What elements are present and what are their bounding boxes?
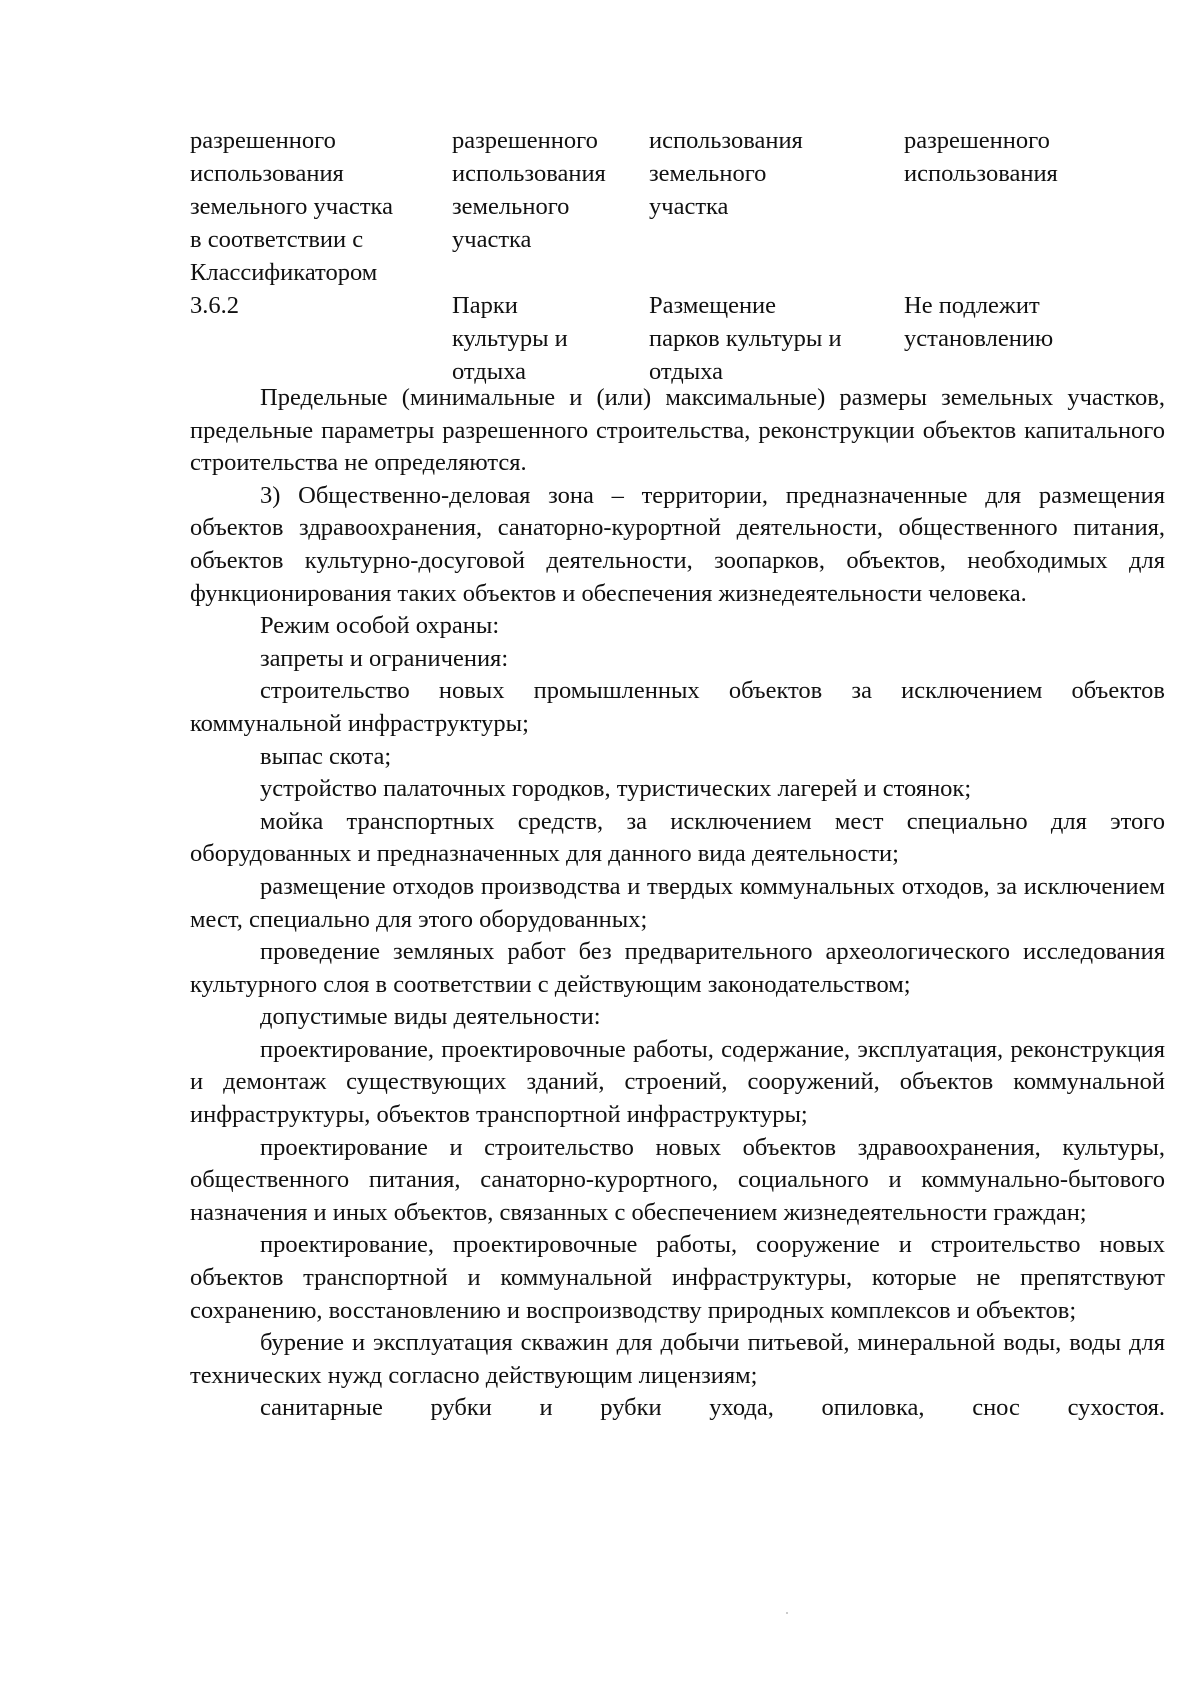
list-item: санитарные рубки и рубки ухода, опиловка, снос сухостоя. (260, 1394, 1165, 1422)
table-header-row (190, 124, 1170, 289)
table-row (190, 289, 1170, 388)
land-use-description-cell: Размещение парков культуры и отдыха (649, 292, 842, 385)
document-body (190, 382, 1165, 1425)
list-item: устройство палаточных городков, туристических лагерей и стоянок; (260, 775, 972, 803)
list-item: бурение и эксплуатация скважин для добычи питьевой, минеральной воды, воды для технических нужд согласно действующим лицензиям; (190, 1329, 1165, 1389)
list-item: размещение отходов производства и твердых коммунальных отходов, за исключением мест, специально для этого оборудованных; (190, 872, 1165, 933)
list-item: проектирование, проектировочные работы, содержание, эксплуатация, реконструкция и демонтаж существующих зданий, строений, сооружений, объектов коммунальной инфраструктуры, объектов транспортной инфраструктуры; (190, 1035, 1165, 1129)
paragraph-protection-regime: Режим особой охраны: (260, 612, 500, 640)
paragraph-prohibitions-heading: запреты и ограничения: (260, 644, 509, 672)
land-use-code-cell: 3.6.2 (190, 292, 239, 319)
list-item: проектирование, проектировочные работы, сооружение и строительство новых объектов транспортной и коммунальной инфраструктуры, которые не препятствуют сохранению, восстановлению и воспроизводству природных комплексов и объектов; (190, 1231, 1165, 1324)
land-use-name-cell: Парки культуры и отдыха (452, 292, 568, 385)
list-item: проведение земляных работ без предварительного археологического исследования культурного слоя в соответствии с действующим законодательством; (190, 938, 1165, 998)
land-use-parameters-cell: Не подлежит установлению (904, 292, 1054, 352)
paragraph-permitted-heading: допустимые виды деятельности: (260, 1003, 601, 1031)
table-cell: использования земельного участка (649, 127, 803, 220)
paragraph-business-zone: 3) Общественно-деловая зона – территории, предназначенные для размещения объектов здравоохранения, санаторно-курортной деятельности, общественного питания, объектов культурно-досуговой деятельности, зоопарков, объектов, необходимых для функционирования таких объектов и обеспечения жизнедеятельности человека. (190, 481, 1165, 607)
list-item: строительство новых промышленных объектов за исключением объектов коммунальной инфраструктуры; (190, 677, 1165, 737)
scan-speck (786, 1612, 788, 1614)
table-cell: разрешенного использования земельного участка в соответствии с Классификатором (190, 127, 393, 286)
paragraph-size-limits: Предельные (минимальные и (или) максимальные) размеры земельных участков, предельные параметры разрешенного строительства, реконструкции объектов капитального строительства не определяются. (190, 384, 1165, 477)
table-cell: разрешенного использования земельного участка (452, 127, 606, 253)
list-item: мойка транспортных средств, за исключением мест специально для этого оборудованных и предназначенных для данного вида деятельности; (190, 807, 1165, 868)
list-item: выпас скота; (260, 742, 392, 770)
table-cell: разрешенного использования (904, 127, 1058, 187)
list-item: проектирование и строительство новых объектов здравоохранения, культуры, общественного питания, санаторно-курортного, социального и коммунально-бытового назначения и иных объектов, связанных с обеспечением жизнедеятельности граждан; (190, 1133, 1165, 1226)
land-use-table (190, 124, 1170, 388)
